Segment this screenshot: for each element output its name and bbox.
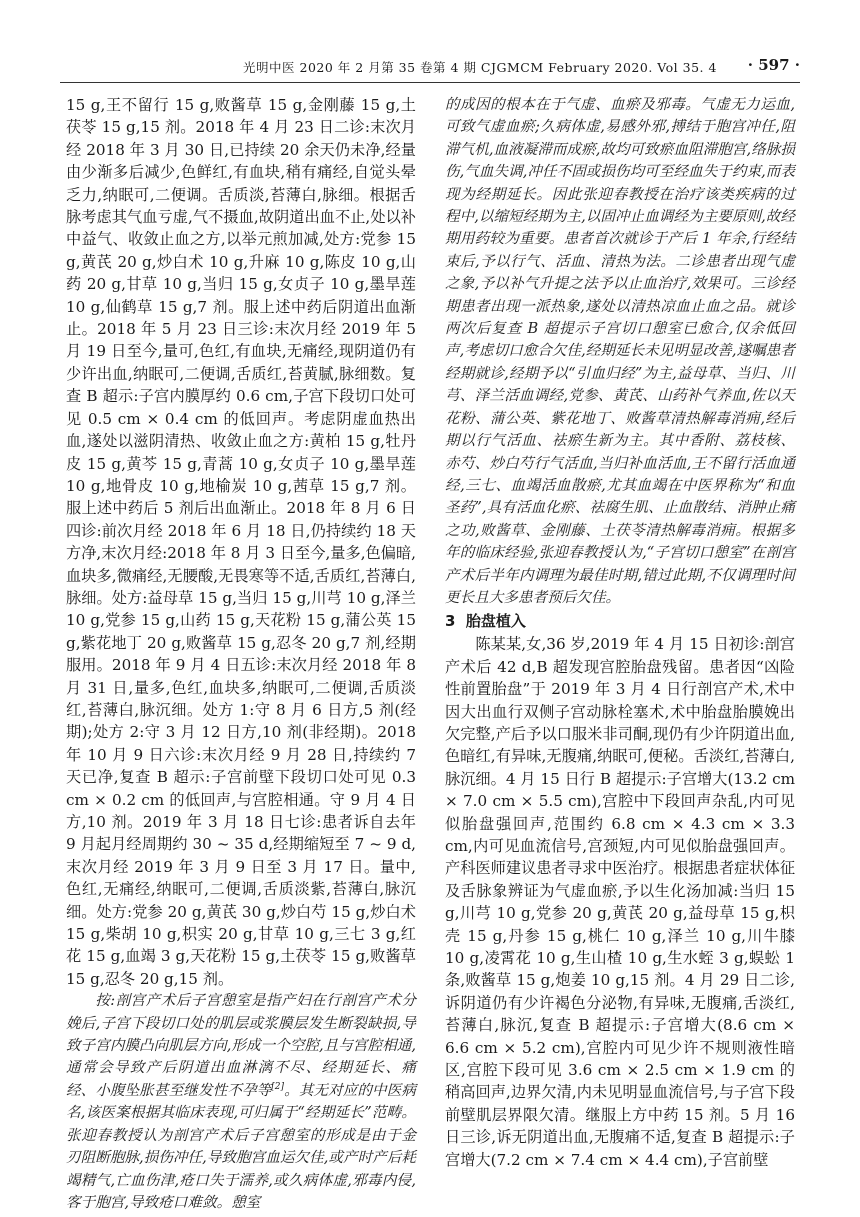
page-number: · 597 · xyxy=(747,56,800,74)
reference-citation: [2] xyxy=(271,1082,285,1093)
left-column xyxy=(66,94,416,1214)
commentary-text-tail: 。其无对应的中医病名,该医案根据其临床表现,可归属于“经期延长”范畴。张迎春教授认为剖宫产术后子宫憩室的形成是由于金刃阻断胞脉,损伤冲任,导致胞宫血运欠佳,或产时产后耗竭精气,亡血伤津,疮口失于濡养,或久病体虚,邪毒内侵,客于胞宫,导致疮口难敛。憩室 xyxy=(66,1081,416,1211)
section-title: 胎盘植入 xyxy=(465,612,526,631)
commentary-continuation-paragraph: 的成因的根本在于气虚、血瘀及邪毒。气虚无力运血,可致气虚血瘀;久病体虚,易感外邪,搏结于胞宫冲任,阻滞气机,血液凝滞而成瘀,故均可致瘀血阻滞胞宫,络脉损伤,气血失调,冲任不固或损伤均可至经血失于约束,而表现为经期延长。因此张迎春教授在治疗该类疾病的过程中,以缩短经期为主,以固冲止血调经为主要原则,故经期用药较为重要。患者首次就诊于产后 1 年余,行经结束后,予以行气、活血、清热为法。二诊患者出现气虚之象,予以补气升提之法予以止血治疗,效果可。三诊经期患者出现一派热象,遂处以清热凉血止血之品。就诊两次后复查 B 超提示子宫切口憩室已愈合,仅余低回声,考虑切口愈合欠佳,经期延长未见明显改善,遂嘱患者经期就诊,经期予以“引血归经”为主,益母草、当归、川芎、泽兰活血调经,党参、黄芪、山药补气养血,佐以天花粉、蒲公英、紫花地丁、败酱草清热解毒消痈,经后期以行气活血、祛瘀生新为主。其中香附、荔枝核、赤芍、炒白芍行气活血,当归补血活血,王不留行活血通经,三七、血竭活血散瘀,尤其血竭在中医界称为“和血圣药”,具有活血化瘀、祛腐生肌、止血散结、消肿止痛之功,败酱草、金刚藤、土茯苓清热解毒消痈。根据多年的临床经验,张迎春教授认为,“子宫切口憩室”在剖宫产术后半年内调理为最佳时期,错过此期,不仅调理时间更长且大多患者预后欠佳。 xyxy=(445,96,795,606)
journal-citation-line: 光明中医 2020 年 2 月第 35 卷第 4 期 CJGMCM February 2020. Vol 35. 4 xyxy=(243,60,717,75)
case-2-continuation-paragraph: 15 g,王不留行 15 g,败酱草 15 g,金刚藤 15 g,土茯苓 15 g,15 剂。2018 年 4 月 23 日二诊:末次月经 2018 年 3 月 30 日,已持续 20 余天仍未净,经量由少渐多后减少,色鲜红,有血块,稍有痛经,自觉头晕乏力,纳眠可,二便调。舌质淡,苔薄白,脉细。根据舌脉考虑其气血亏虚,气不摄血,故阴道出血不止,处以补中益气、收敛止血之方,以举元煎加减,处方:党参 15 g,黄芪 20 g,炒白术 10 g,升麻 10 g,陈皮 10 g,山药 20 g,甘草 10 g,当归 15 g,女贞子 10 g,墨旱莲 10 g,仙鹤草 15 g,7 剂。服上述中药后阴道出血渐止。2018 年 5 月 23 日三诊:末次月经 2019 年 5 月 19 日至今,量可,色红,有血块,无痛经,现阴道仍有少许出血,纳眠可,二便调,舌质红,苔黄腻,脉细数。复查 B 超示:子宫内膜厚约 0.6 cm,子宫下段切口处可见 0.5 cm × 0.4 cm 的低回声。考虑阴虚血热出血,遂处以滋阴清热、收敛止血之方:黄柏 15 g,牡丹皮 15 g,黄芩 15 g,青蒿 10 g,女贞子 10 g,墨旱莲 10 g,地骨皮 10 g,地榆炭 10 g,茜草 15 g,7 剂。服上述中药后 5 剂后出血渐止。2018 年 8 月 6 日四诊:前次月经 2018 年 6 月 18 日,仍持续约 18 天方净,末次月经:2018 年 8 月 3 日至今,量多,色偏暗,血块多,微痛经,无腰酸,无畏寒等不适,舌质红,苔薄白,脉细。处方:益母草 15 g,当归 15 g,川芎 10 g,泽兰 10 g,党参 15 g,山药 15 g,天花粉 15 g,蒲公英 15 g,紫花地丁 20 g,败酱草 15 g,忍冬 20 g,7 剂,经期服用。2018 年 9 月 4 日五诊:末次月经 2018 年 8 月 31 日,量多,色红,血块多,纳眠可,二便调,舌质淡红,苔薄白,脉沉细。处方 1:守 8 月 6 日方,5 剂(经期);处方 2:守 3 月 12 日方,10 剂(非经期)。2018 年 10 月 9 日六诊:末次月经 9 月 28 日,持续约 7 天已净,复查 B 超示:子宫前壁下段切口处可见 0.3 cm × 0.2 cm 的低回声,与宫腔相通。守 9 月 4 日方,10 剂。2019 年 3 月 18 日七诊:患者诉自去年 9 月起月经周期约 30 ~ 35 d,经期缩短至 7 ~ 9 d,末次月经 2019 年 3 月 9 日至 3 月 17 日。量中,色红,无痛经,纳眠可,二便调,舌质淡紫,苔薄白,脉沉细。处方:党参 20 g,黄芪 30 g,炒白芍 15 g,炒白术 15 g,柴胡 10 g,枳实 20 g,甘草 10 g,三七 3 g,红花 15 g,血竭 3 g,天花粉 15 g,土茯苓 15 g,败酱草 15 g,忍冬 20 g,15 剂。 xyxy=(66,96,416,988)
commentary-text: 按:剖宫产术后子宫憩室是指产妇在行剖宫产术分娩后,子宫下段切口处的肌层或浆膜层发生断裂缺损,导致子宫内膜凸向肌层方向,形成一个空腔,且与宫腔相通,通常会导致产后阴道出血淋漓不尽、经期延长、痛经、小腹坠胀甚至继发性不孕等 xyxy=(66,992,416,1099)
section-heading xyxy=(445,609,795,633)
section-number: 3 xyxy=(445,612,456,631)
right-column xyxy=(445,94,795,1171)
case-2-commentary-paragraph xyxy=(66,990,416,1214)
case-3-paragraph: 陈某某,女,36 岁,2019 年 4 月 15 日初诊:剖宫产术后 42 d,B 超发现宫腔胎盘残留。患者因“凶险性前置胎盘”于 2019 年 3 月 4 日行剖宫产术,术中因大出血行双侧子宫动脉栓塞术,术中胎盘胎膜娩出欠完整,产后予以口服米非司酮,现仍有少许阴道出血,色暗红,有异味,无腹痛,纳眠可,便秘。舌淡红,苔薄白,脉沉细。4 月 15 日行 B 超提示:子宫增大(13.2 cm × 7.0 cm × 5.5 cm),宫腔中下段回声杂乱,内可见似胎盘强回声,范围约 6.8 cm × 4.3 cm × 3.3 cm,内可见血流信号,宫颈短,内可见似胎盘强回声。产科医师建议患者寻求中医治疗。根据患者症状体征及舌脉象辨证为气虚血瘀,予以生化汤加减:当归 15 g,川芎 10 g,党参 20 g,黄芪 20 g,益母草 15 g,枳壳 15 g,丹参 15 g,桃仁 10 g,泽兰 10 g,川牛膝 10 g,凌霄花 10 g,生山楂 10 g,生水蛭 3 g,蜈蚣 1 条,败酱草 15 g,炮姜 10 g,15 剂。4 月 29 日二诊,诉阴道仍有少许褐色分泌物,有异味,无腹痛,舌淡红,苔薄白,脉沉,复查 B 超提示:子宫增大(8.6 cm × 6.6 cm × 5.2 cm),宫腔内可见少许不规则液性暗区,宫腔下段可见 3.6 cm × 2.5 cm × 1.9 cm 的稍高回声,边界欠清,内未见明显血流信号,与子宫下段前壁肌层界限欠清。继服上方中药 15 剂。5 月 16 日三诊,诉无阴道出血,无腹痛不适,复查 B 超提示:子宫增大(7.2 cm × 7.4 cm × 4.4 cm),子宫前壁 xyxy=(445,635,795,1169)
running-header xyxy=(60,56,800,83)
